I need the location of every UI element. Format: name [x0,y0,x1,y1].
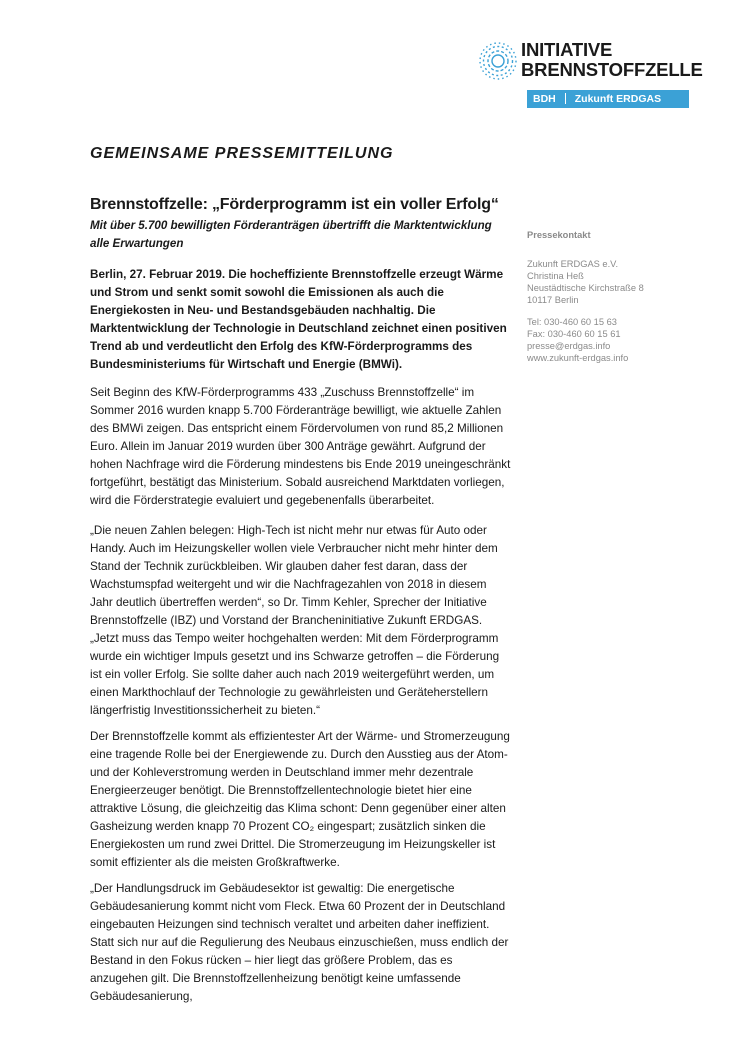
document-type: GEMEINSAME PRESSEMITTEILUNG [90,145,394,162]
paragraph-text: „Der Handlungsdruck im Gebäudesektor ist gewaltig: Die energetische Gebäudesanierung kommt nicht vom Fleck. Etwa 60 Prozent der in Deutschland eingebauten Heizungen sind technisch veraltet und arbeiten daher ineffizient. Statt sich nur auf die Regulierung des Neubaus einzuschießen, muss endlich der Bestand in den Fokus rücken – hier liegt das größere Problem, das es anzugehen gilt. Die Brennstoffzellenheizung benötigt keine umfassende Gebäudesanierung, [90,882,509,1003]
paragraph-text: Seit Beginn des KfW-Förderprogramms 433 „Zuschuss Brennstoffzelle“ im Sommer 2016 wurden knapp 5.700 Förderanträge bewilligt, wie aktuelle Zahlen des BMWi zeigen. Das entspricht einem Fördervolumen von rund 85,2 Millionen Euro. Allein im Januar 2019 wurden über 300 Anträge gewährt. Aufgrund der hohen Nachfrage wird die Förderung mindestens bis Ende 2019 uneingeschränkt fortgeführt, bestätigt das Ministerium. Sobald ausreichend Marktdaten vorliegen, wird die Förderstrategie evaluiert und gegebenenfalls überarbeitet. [90,386,511,507]
contact-street: Neustädtische Kirchstraße 8 [527,283,644,293]
subline: Mit über 5.700 bewilligten Förderanträgen übertrifft die Marktentwicklung alle Erwartungen [90,219,492,250]
press-contact [527,229,717,364]
paragraph-2 [90,522,512,720]
contact-email-link[interactable]: presse@erdgas.info [527,341,611,351]
logo-bar-bdh: BDH [533,93,556,105]
paragraph-text: Der Brennstoffzelle kommt als effizientester Art der Wärme- und Stromerzeugung eine tragende Rolle bei der Energiewende zu. Durch den Ausstieg aus der Atom- und der Kohleverstromung werden in Deutschland immer mehr dezentrale Energieerzeuger benötigt. Die Brennstoffzellentechnologie bietet hier eine attraktive Lösung, die gleichzeitig das Klima schont: Denn gegenüber einer alten Gasheizung werden knapp 70 Prozent CO₂ eingespart; zusätzlich sinken die Energiekosten um rund zwei Drittel. Die Stromerzeugung im Heizungskeller ist somit effizienter als die meisten Großkraftwerke. [90,730,510,869]
contact-org: Zukunft ERDGAS e.V. [527,259,619,269]
logo-line-1: INITIATIVE [521,39,613,60]
lead-text: Berlin, 27. Februar 2019. Die hocheffiziente Brennstoffzelle erzeugt Wärme und Strom und senkt somit sowohl die Emissionen als auch die Energiekosten in Neu- und Bestandsgebäuden nachhaltig. Die Marktentwicklung der Technologie in Deutschland zeichnet einen positiven Trend ab und verdeutlicht den Erfolg des KfW-Förderprogramms des Bundesministeriums für Wirtschaft und Energie (BMWi). [90,268,507,371]
logo-line-2: BRENNSTOFFZELLE [521,59,703,80]
contact-fax: Fax: 030-460 60 15 61 [527,329,621,339]
paragraph-text: „Die neuen Zahlen belegen: High-Tech ist nicht mehr nur etwas für Auto oder Handy. Auch im Heizungskeller wollen viele Verbraucher nicht mehr hinter dem Stand der Technik zurückbleiben. Wir glauben daher fest daran, dass der Wachstumspfad weitergeht und wir die Nachfragezahlen von 2018 in diesem Jahr deutlich übertreffen werden“, so Dr. Timm Kehler, Sprecher der Initiative Brennstoffzelle (IBZ) und Vorstand der Brancheninitiative Zukunft ERDGAS. „Jetzt muss das Tempo weiter hochgehalten werden: Mit dem Förderprogramm wurde ein wichtiger Impuls gesetzt und ins Schwarze getroffen – die Förderung ist ein voller Erfolg. Sie sollte daher auch nach 2019 weitergeführt werden, um einen Markthochlauf der Technologie zu gewährleisten und Geräteherstellern längerfristig Investitionssicherheit zu bieten.“ [90,524,500,717]
contact-city: 10117 Berlin [527,295,579,305]
paragraph-3 [90,728,512,872]
contact-tel: Tel: 030-460 60 15 63 [527,317,617,327]
contact-web-link[interactable]: www.zukunft-erdgas.info [527,353,629,363]
logo-bar [527,90,689,108]
logo-bar-divider [565,93,566,104]
paragraph-4 [90,880,512,1006]
logo-bar-zukunft-erdgas: Zukunft ERDGAS [574,93,662,105]
contact-name: Christina Heß [527,271,584,281]
paragraph-1 [90,384,512,510]
logo-mark-icon [479,42,517,80]
spacer [527,306,717,316]
headline: Brennstoffzelle: „Förderprogramm ist ein voller Erfolg“ [90,196,499,213]
press-contact-label: Pressekontakt [527,230,591,240]
lead-paragraph [90,266,512,374]
